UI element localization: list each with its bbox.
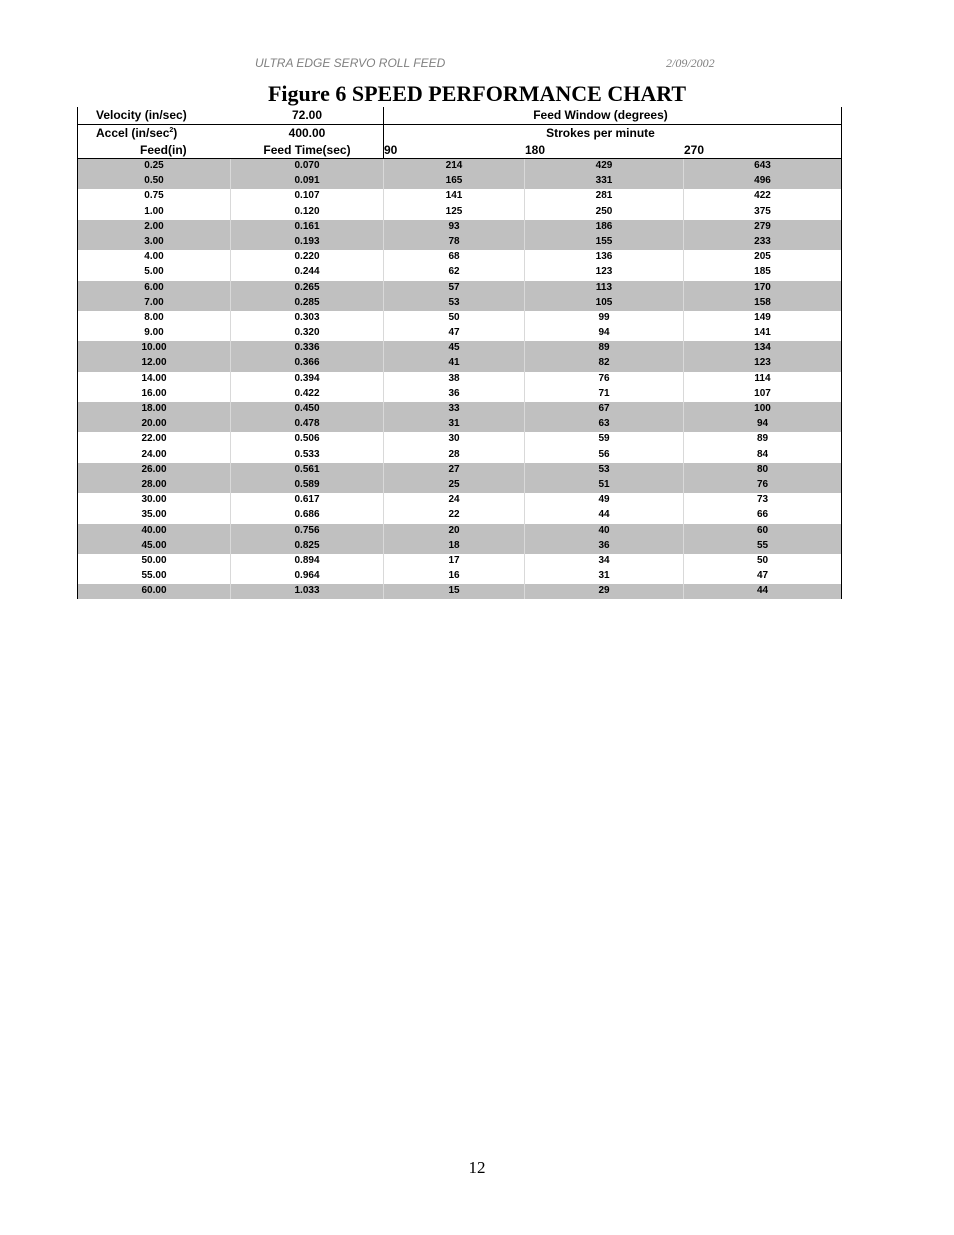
spm-90-cell: 214 [445, 160, 463, 171]
table-row [78, 402, 841, 417]
spm-270-cell: 643 [754, 160, 771, 171]
col-window-180: 180 [525, 143, 546, 157]
spm-180-cell: 250 [595, 205, 613, 217]
spm-90-cell: 93 [448, 220, 460, 232]
table-row [78, 235, 841, 250]
spm-180-cell: 113 [595, 281, 613, 293]
spm-90-cell: 27 [448, 463, 460, 475]
spm-90-cell: 165 [445, 175, 463, 187]
spm-90-cell: 18 [448, 539, 460, 551]
feed-time-cell: 0.617 [294, 494, 320, 506]
feed-time-cell: 1.033 [294, 585, 320, 597]
spm-90-cell: 20 [448, 524, 460, 536]
spm-90-cell: 78 [448, 235, 460, 247]
feed-time-cell: 0.756 [294, 524, 320, 536]
feed-time-cell: 0.894 [294, 554, 320, 566]
spm-180-cell: 89 [598, 342, 610, 354]
feed-cell: 18.00 [141, 403, 167, 414]
feed-cell: 10.00 [141, 342, 167, 354]
spm-90-cell: 28 [448, 448, 460, 460]
feed-time-cell: 0.533 [294, 448, 320, 460]
spm-90-cell: 47 [448, 327, 460, 339]
feed-time-cell: 0.161 [294, 220, 320, 232]
table-row [78, 463, 841, 478]
spm-270-cell: 60 [756, 524, 769, 536]
col-window-90: 90 [384, 143, 398, 157]
feed-cell: 3.00 [144, 235, 164, 247]
feed-time-cell: 0.265 [294, 281, 320, 293]
spm-180-cell: 99 [598, 311, 610, 323]
running-header-title: ULTRA EDGE SERVO ROLL FEED [255, 56, 446, 70]
feed-time-cell: 0.070 [294, 160, 320, 171]
spm-270-cell: 141 [754, 327, 771, 339]
spm-180-cell: 40 [598, 524, 610, 536]
spm-270-cell: 55 [756, 539, 769, 551]
feed-time-cell: 0.366 [294, 357, 320, 369]
feed-cell: 22.00 [141, 433, 167, 445]
running-header-date: 2/09/2002 [666, 56, 715, 70]
spm-180-cell: 123 [595, 266, 613, 278]
spm-180-cell: 331 [595, 175, 613, 187]
feed-cell: 55.00 [141, 570, 167, 582]
spm-90-cell: 36 [448, 387, 460, 399]
spm-270-cell: 205 [754, 251, 771, 263]
col-feed: Feed(in) [140, 143, 187, 157]
feed-cell: 0.50 [144, 175, 164, 187]
table-row [78, 432, 841, 447]
spm-180-cell: 36 [598, 539, 610, 551]
spm-90-cell: 41 [448, 357, 460, 369]
table-row [78, 341, 841, 356]
feed-cell: 26.00 [141, 463, 167, 475]
spm-270-cell: 66 [756, 509, 769, 521]
spm-270-cell: 185 [754, 266, 771, 278]
spm-270-cell: 76 [756, 478, 769, 490]
header-divider [78, 124, 841, 125]
feed-time-cell: 0.478 [294, 418, 320, 430]
spm-270-cell: 233 [754, 235, 771, 247]
spm-180-cell: 82 [598, 357, 610, 369]
spm-270-cell: 123 [754, 357, 771, 369]
spm-90-cell: 25 [448, 478, 460, 490]
feed-cell: 12.00 [141, 357, 167, 369]
feed-time-cell: 0.303 [294, 311, 320, 323]
feed-time-cell: 0.422 [294, 387, 320, 399]
table-body [78, 159, 841, 599]
table-row [78, 478, 841, 493]
spm-90-cell: 57 [448, 281, 460, 293]
spm-270-cell: 89 [756, 433, 769, 445]
feed-cell: 45.00 [141, 539, 167, 551]
spm-90-cell: 62 [448, 266, 460, 278]
table-row [78, 250, 841, 265]
feed-time-cell: 0.107 [294, 190, 320, 202]
feed-cell: 14.00 [141, 372, 167, 384]
col-window-270: 270 [684, 143, 705, 157]
feed-time-cell: 0.091 [294, 175, 320, 187]
table-row [78, 189, 841, 204]
spm-180-cell: 44 [598, 509, 610, 521]
spm-180-cell: 71 [598, 387, 610, 399]
page-number: 12 [468, 1158, 486, 1177]
table-row [78, 159, 841, 174]
spm-270-cell: 50 [756, 554, 769, 566]
table-row [78, 296, 841, 311]
spm-270-cell: 158 [754, 296, 771, 308]
spm-270-cell: 100 [754, 403, 771, 414]
accel-label: Accel $(in/\sec^2)$ [96, 126, 178, 140]
spm-270-cell: 422 [754, 190, 771, 202]
spm-270-cell: 134 [754, 342, 771, 354]
table-row [78, 493, 841, 508]
spm-180-cell: 34 [598, 554, 610, 566]
spm-270-cell: 496 [754, 175, 771, 187]
velocity-row [78, 108, 841, 124]
spm-270-cell: 170 [754, 281, 771, 293]
feed-time-cell: 0.320 [294, 327, 320, 339]
spm-90-cell: 24 [448, 494, 460, 506]
column-header-row [78, 143, 841, 159]
spm-180-cell: 59 [598, 433, 610, 445]
spm-270-cell: 80 [756, 463, 769, 475]
velocity-value: 72.00 [291, 108, 323, 122]
feed-time-cell: 0.450 [294, 403, 320, 414]
table-row [78, 508, 841, 523]
accel-value: 400.00 [288, 126, 326, 140]
feed-time-cell: 0.336 [294, 342, 320, 354]
spm-180-cell: 63 [598, 418, 610, 430]
spm-180-cell: 105 [595, 296, 613, 308]
header-vertical-divider [383, 107, 384, 159]
feed-cell: 8.00 [144, 311, 164, 323]
table-row [78, 205, 841, 220]
spm-180-cell: 429 [595, 160, 613, 171]
spm-90-cell: 16 [448, 570, 460, 582]
spm-90-cell: 38 [448, 372, 460, 384]
feed-cell: 9.00 [144, 327, 164, 339]
feed-window-label: Feed Window (degrees) [533, 108, 668, 122]
spm-270-cell: 375 [754, 205, 771, 217]
spm-180-cell: 51 [598, 478, 610, 490]
table-row [78, 174, 841, 189]
feed-time-cell: 0.193 [294, 235, 320, 247]
feed-time-cell: 0.394 [294, 372, 320, 384]
table-row [78, 387, 841, 402]
col-feed-time: Feed Time(sec) [263, 143, 351, 157]
feed-cell: 30.00 [141, 494, 167, 506]
spm-90-cell: 53 [448, 296, 460, 308]
feed-time-cell: 0.220 [294, 251, 320, 263]
spm-90-cell: 33 [448, 403, 460, 414]
spm-180-cell: 94 [598, 327, 610, 339]
spm-90-cell: 68 [448, 251, 460, 263]
strokes-label: Strokes per minute [546, 126, 655, 140]
speed-performance-table [77, 107, 842, 599]
table-row [78, 265, 841, 280]
spm-270-cell: 107 [754, 387, 771, 399]
spm-180-cell: 56 [598, 448, 610, 460]
spm-270-cell: 94 [756, 418, 769, 430]
spm-270-cell: 149 [754, 311, 771, 323]
feed-time-cell: 0.244 [294, 266, 320, 278]
spm-90-cell: 15 [448, 585, 460, 597]
feed-time-cell: 0.825 [294, 539, 320, 551]
feed-cell: 5.00 [144, 266, 164, 278]
spm-270-cell: 114 [754, 372, 771, 384]
feed-cell: 24.00 [141, 448, 167, 460]
feed-cell: 40.00 [141, 524, 167, 536]
feed-cell: 4.00 [144, 251, 164, 263]
table-row [78, 539, 841, 554]
spm-180-cell: 186 [595, 220, 613, 232]
spm-180-cell: 155 [595, 235, 613, 247]
spm-270-cell: 47 [756, 570, 769, 582]
feed-time-cell: 0.506 [294, 433, 320, 445]
spm-180-cell: 53 [598, 463, 610, 475]
table-row [78, 569, 841, 584]
feed-cell: 0.75 [144, 190, 164, 202]
spm-270-cell: 84 [756, 448, 769, 460]
spm-270-cell: 73 [756, 494, 769, 506]
spm-90-cell: 141 [445, 190, 463, 202]
feed-cell: 16.00 [141, 387, 167, 399]
table-row [78, 220, 841, 235]
feed-cell: 0.25 [144, 160, 164, 171]
spm-180-cell: 31 [598, 570, 610, 582]
accel-row [78, 126, 841, 142]
spm-180-cell: 281 [595, 190, 613, 202]
table-row [78, 326, 841, 341]
spm-180-cell: 49 [598, 494, 610, 506]
feed-cell: 7.00 [144, 296, 164, 308]
spm-90-cell: 31 [448, 418, 460, 430]
feed-time-cell: 0.589 [294, 478, 320, 490]
table-row [78, 356, 841, 371]
spm-270-cell: 44 [756, 585, 769, 597]
feed-cell: 28.00 [141, 478, 167, 490]
feed-time-cell: 0.285 [294, 296, 320, 308]
spm-90-cell: 50 [448, 311, 460, 323]
table-row [78, 554, 841, 569]
spm-270-cell: 279 [754, 220, 771, 232]
feed-cell: 1.00 [144, 205, 164, 217]
feed-cell: 50.00 [141, 554, 167, 566]
spm-90-cell: 125 [445, 205, 463, 217]
feed-time-cell: 0.964 [294, 570, 320, 582]
table-row [78, 281, 841, 296]
feed-cell: 35.00 [141, 509, 167, 521]
spm-90-cell: 30 [448, 433, 460, 445]
feed-cell: 2.00 [144, 220, 164, 232]
spm-90-cell: 22 [448, 509, 460, 521]
feed-time-cell: 0.561 [294, 463, 320, 475]
spm-180-cell: 136 [595, 251, 613, 263]
feed-time-cell: 0.686 [294, 509, 320, 521]
feed-cell: 60.00 [141, 585, 167, 597]
figure-title: Figure 6 SPEED PERFORMANCE CHART [267, 81, 687, 106]
spm-90-cell: 17 [448, 554, 460, 566]
table-row [78, 372, 841, 387]
table-row [78, 448, 841, 463]
table-row [78, 417, 841, 432]
spm-180-cell: 67 [598, 403, 610, 414]
table-row [78, 311, 841, 326]
feed-cell: 20.00 [141, 418, 167, 430]
spm-180-cell: 76 [598, 372, 610, 384]
spm-180-cell: 29 [598, 585, 610, 597]
table-row [78, 584, 841, 599]
table-row [78, 524, 841, 539]
velocity-label: Velocity (in/sec) [96, 108, 187, 122]
feed-time-cell: 0.120 [294, 205, 320, 217]
spm-90-cell: 45 [448, 342, 460, 354]
feed-cell: 6.00 [144, 281, 164, 293]
